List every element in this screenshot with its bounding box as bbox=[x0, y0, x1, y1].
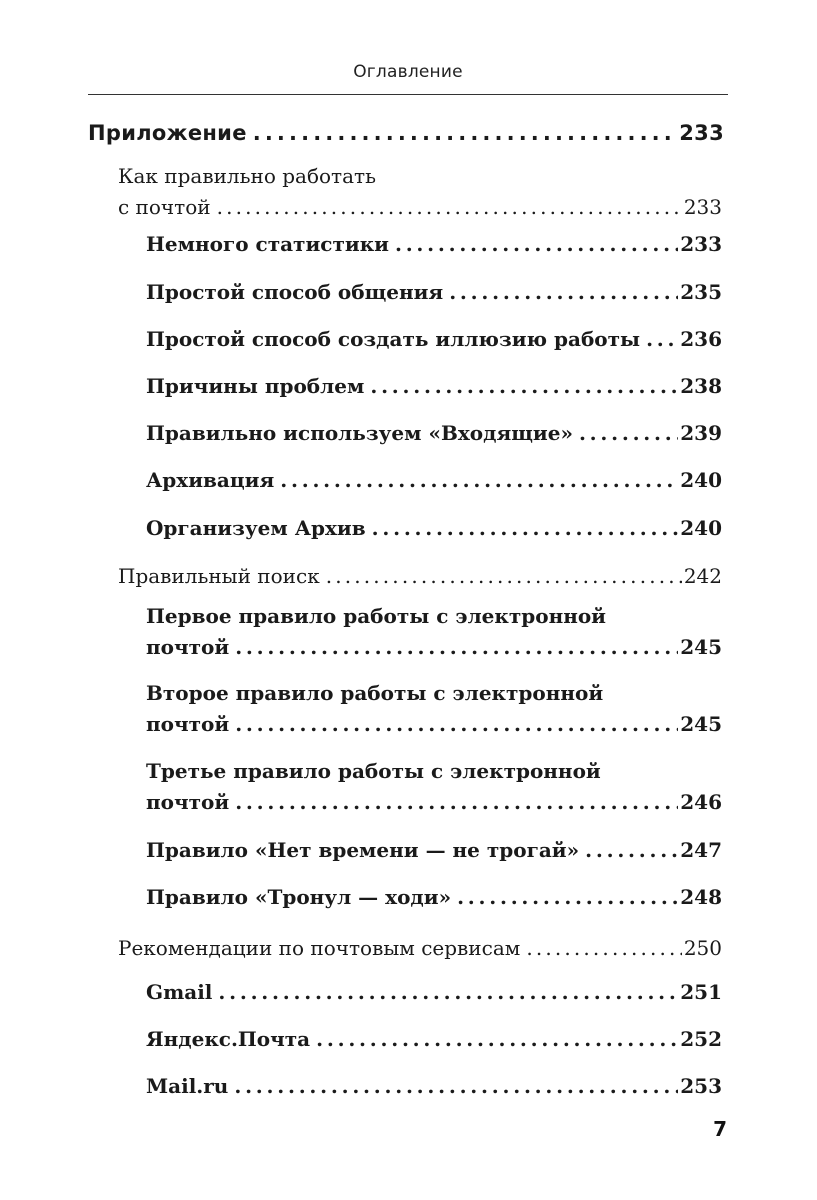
toc-entry-title: Правило «Нет времени — не трогай» bbox=[146, 838, 580, 862]
dot-leader bbox=[235, 632, 678, 663]
toc-entry-page: 233 bbox=[680, 232, 722, 256]
toc-entry-page: 233 bbox=[683, 195, 722, 219]
toc-entry-page: 250 bbox=[683, 936, 722, 960]
toc-entry-archiving[interactable] bbox=[146, 465, 722, 496]
toc-entry-page: 253 bbox=[680, 1074, 722, 1098]
toc-entry-title: Mail.ru bbox=[146, 1074, 229, 1098]
dot-leader bbox=[526, 933, 682, 964]
toc-entry-inbox[interactable] bbox=[146, 418, 722, 449]
toc-entry-title: Простой способ общения bbox=[146, 280, 444, 304]
toc-entry-mail-services[interactable] bbox=[118, 933, 722, 964]
dot-leader bbox=[235, 787, 678, 818]
toc-entry-title: Правило «Тронул — ходи» bbox=[146, 885, 452, 909]
toc-entry-title: Немного статистики bbox=[146, 232, 389, 256]
toc-entry-title: почтой bbox=[146, 790, 230, 814]
toc-entry-title-line1: Первое правило работы с электронной bbox=[146, 604, 607, 628]
running-header: Оглавление bbox=[353, 62, 463, 82]
dot-leader bbox=[218, 977, 678, 1008]
toc-entry-page: 251 bbox=[680, 980, 722, 1004]
toc-entry-page: 235 bbox=[680, 280, 722, 304]
dot-leader bbox=[372, 513, 679, 544]
dot-leader bbox=[234, 1071, 678, 1102]
toc-entry-yandex-mail[interactable] bbox=[146, 1024, 722, 1055]
toc-entry-gmail[interactable] bbox=[146, 977, 722, 1008]
toc-entry-title: Архивация bbox=[146, 468, 275, 492]
dot-leader bbox=[217, 192, 682, 223]
dot-leader bbox=[280, 465, 678, 496]
page-number: 7 bbox=[713, 1117, 727, 1141]
dot-leader bbox=[579, 418, 678, 449]
dot-leader bbox=[326, 561, 682, 592]
toc-entry-email-work[interactable] bbox=[118, 161, 722, 223]
toc-entry-title: Простой способ создать иллюзию работы bbox=[146, 327, 641, 351]
toc-entry-page: 252 bbox=[680, 1027, 722, 1051]
toc-entry-touch-move-rule[interactable] bbox=[146, 882, 722, 913]
toc-entry-organize-archive[interactable] bbox=[146, 513, 722, 544]
toc-entry-third-rule[interactable] bbox=[146, 756, 722, 818]
dot-leader bbox=[585, 835, 678, 866]
toc-entry-title: почтой bbox=[146, 635, 230, 659]
toc-entry-title-line1: Третье правило работы с электронной bbox=[146, 759, 601, 783]
toc-entry-title: почтой bbox=[146, 712, 230, 736]
toc-entry-page: 240 bbox=[680, 516, 722, 540]
toc-entry-illusion-of-work[interactable] bbox=[146, 324, 722, 355]
toc-entry-appendix[interactable] bbox=[88, 118, 724, 149]
toc-entry-page: 233 bbox=[679, 121, 724, 145]
toc-entry-title: с почтой bbox=[118, 195, 211, 219]
dot-leader bbox=[370, 371, 678, 402]
toc-entry-page: 245 bbox=[680, 712, 722, 736]
dot-leader bbox=[235, 709, 678, 740]
toc-entry-second-rule[interactable] bbox=[146, 678, 722, 740]
toc-entry-page: 248 bbox=[680, 885, 722, 909]
toc-entry-page: 240 bbox=[680, 468, 722, 492]
toc-entry-mail-ru[interactable] bbox=[146, 1071, 722, 1102]
toc-entry-page: 242 bbox=[683, 564, 722, 588]
toc-entry-no-time-rule[interactable] bbox=[146, 835, 722, 866]
toc-entry-title: Организуем Архив bbox=[146, 516, 366, 540]
toc-entry-title: Правильный поиск bbox=[118, 564, 320, 588]
toc-entry-title: Причины проблем bbox=[146, 374, 365, 398]
dot-leader bbox=[395, 229, 678, 260]
toc-entry-title-line1: Второе правило работы с электронной bbox=[146, 681, 604, 705]
toc-entry-page: 247 bbox=[680, 838, 722, 862]
dot-leader bbox=[457, 882, 678, 913]
toc-entry-page: 239 bbox=[680, 421, 722, 445]
toc-entry-title-line1: Как правильно работать bbox=[118, 164, 376, 188]
toc-entry-correct-search[interactable] bbox=[118, 561, 722, 592]
toc-entry-simple-communication[interactable] bbox=[146, 277, 722, 308]
toc-entry-title: Gmail bbox=[146, 980, 213, 1004]
toc-entry-title: Приложение bbox=[88, 121, 247, 145]
toc-entry-page: 238 bbox=[680, 374, 722, 398]
dot-leader bbox=[449, 277, 678, 308]
dot-leader bbox=[316, 1024, 678, 1055]
toc-entry-title: Яндекс.Почта bbox=[146, 1027, 311, 1051]
toc-entry-statistics[interactable] bbox=[146, 229, 722, 260]
toc-entry-first-rule[interactable] bbox=[146, 601, 722, 663]
toc-entry-problem-causes[interactable] bbox=[146, 371, 722, 402]
toc-entry-page: 246 bbox=[680, 790, 722, 814]
toc-entry-title: Рекомендации по почтовым сервисам bbox=[118, 936, 521, 960]
dot-leader bbox=[646, 324, 678, 355]
toc-entry-page: 245 bbox=[680, 635, 722, 659]
dot-leader bbox=[253, 118, 678, 149]
toc-entry-title: Правильно используем «Входящие» bbox=[146, 421, 573, 445]
toc-entry-page: 236 bbox=[680, 327, 722, 351]
